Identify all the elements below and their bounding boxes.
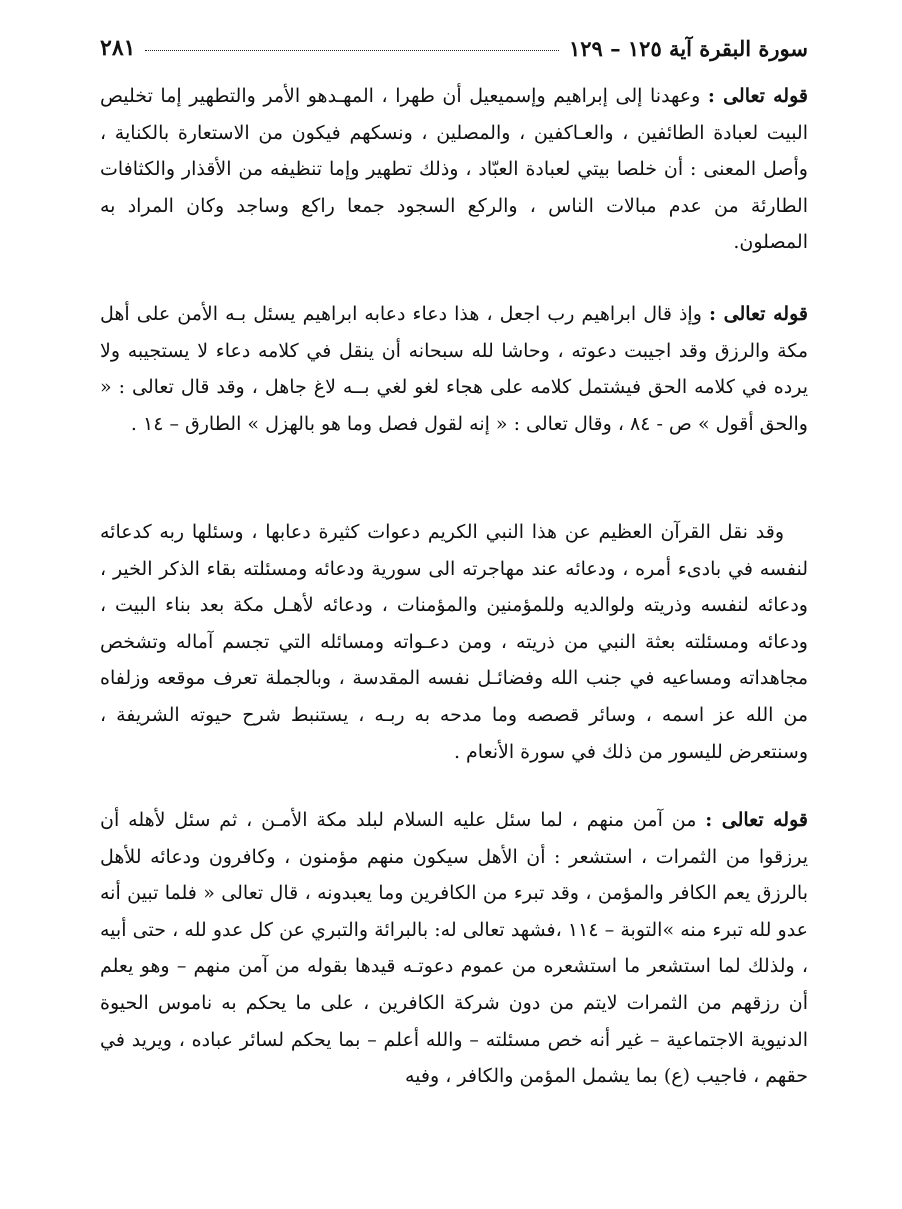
header-rule (145, 50, 558, 51)
paragraph-lead: قوله تعالى : (708, 303, 808, 325)
paragraph-text: وإذ قال ابراهيم رب اجعل ، هذا دعاء دعابه ابراهيم يسئل بـه الأمن على أهل مكة والرزق وقد اجيبت دعوته ، وحاشا لله سبحانه أن ينقل في كلامه دعاء لا يستجيبه ولا يرده في كلامه الحق فيشتمل كلامه على هجاء لغو لغي بــه لاغ جاهل ، وقد قال تعالى : « والحق أقول » ص - ٨٤ ، وقال تعالى : « إنه لقول فصل وما هو بالهزل » الطارق – ١٤ . (100, 303, 808, 435)
paragraph (100, 78, 808, 261)
running-title: سورة البقرة آية ١٢٥ – ١٢٩ (568, 35, 808, 61)
page-header (100, 28, 808, 68)
paragraph-lead: قوله تعالى : (705, 809, 808, 831)
paragraph-lead: قوله تعالى : (707, 85, 808, 107)
paragraph (100, 802, 808, 1095)
paragraph-text: من آمن منهم ، لما سئل عليه السلام لبلد مكة الأمـن ، ثم سئل لأهله أن يرزقوا من الثمرات ، استشعر : أن الأهل سيكون منهم مؤمنون ، وكافرون ودعائه للأهل بالرزق يعم الكافر والمؤمن ، وقد تبرء من الكافرين وما يعبدونه ، قال تعالى « فلما تبين أنه عدو لله تبرء منه »التوبة – ١١٤ ،فشهد تعالى له: بالبرائة والتبري عن كل عدو لله ، حتى أبيه ، ولذلك لما استشعر ما استشعره من عموم دعوتـه قيدها بقوله من آمن منهم – وهو يعلم أن رزقهم من الثمرات لايتم من دون شركة الكافرين ، على ما يحكم به ناموس الحيوة الدنيوية الاجتماعية – غير أنه خص مسئلته – والله أعلم – بما يحكم لسائر عباده ، ويريد في حقهم ، فاجيب (ع) بما يشمل المؤمن والكافر ، وفيه (100, 809, 809, 1088)
page-number: ٢٨١ (100, 35, 136, 61)
paragraph-text: وعهدنا إلى إبراهيم وإسميعيل أن طهرا ، المهـدهو الأمر والتطهير إما تخليص البيت لعبادة الطائفين ، والعـاكفين ، والمصلين ، ونسكهم فيكون من الاستعارة بالكناية ، وأصل المعنى : أن خلصا بيتي لعبادة العبّاد ، وذلك تطهير وإما تنظيفه من الأقذار والكثافات الطارئة من عدم مبالات الناس ، والركع السجود جمعا راكع وساجد وكان المراد به المصلون. (100, 85, 808, 254)
paragraph-text: وقد نقل القرآن العظيم عن هذا النبي الكريم دعوات كثيرة دعابها ، وسئلها ربه كدعائه لنفسه في بادىء أمره ، ودعائه عند مهاجرته الى سورية ودعائه ومسئلته بقاء الذكر الخير ، ودعائه لنفسه وذريته ولوالديه وللمؤمنين والمؤمنات ، ودعائه لأهـل مكة بعد بناء البيت ، ودعائه ومسئلته بعثة النبي من ذريته ، ومن دعـواته ومسائله التي تجسم آماله وتشخص مجاهداته ومساعيه في جنب الله وفضائـل نفسه المقدسة ، وبالجملة تعرف موقعه وزلفاه من الله عز اسمه ، وسائر قصصه وما مدحه به ربـه ، يستنبط شرح حيوته الشريفة ، وسنتعرض لليسور من ذلك في سورة الأنعام . (100, 521, 808, 763)
paragraph (100, 514, 808, 770)
paragraph (100, 296, 808, 442)
